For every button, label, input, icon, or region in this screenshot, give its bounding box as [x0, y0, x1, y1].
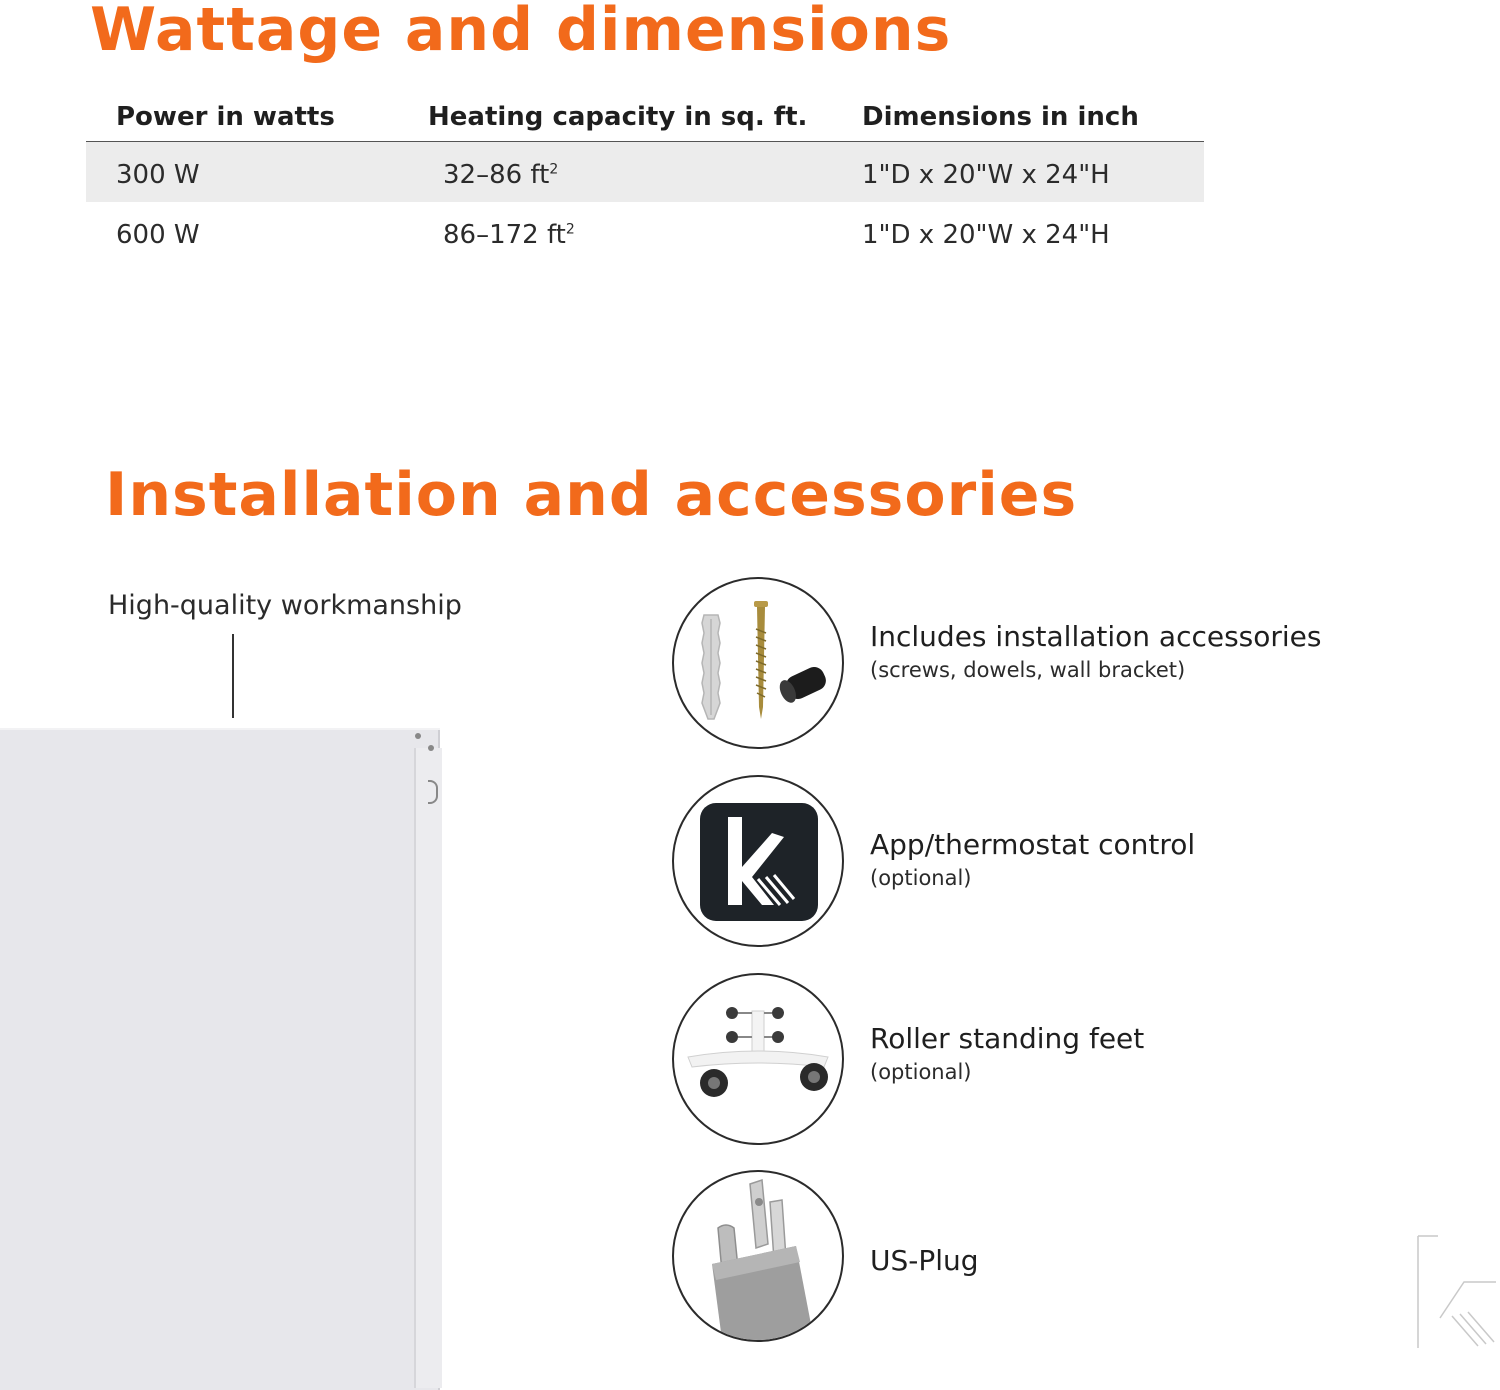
capacity-exponent: 2	[565, 221, 575, 238]
accessory-subtitle: (optional)	[870, 1060, 972, 1084]
section-title-wattage: Wattage and dimensions	[90, 0, 952, 65]
accessory-subtitle: (screws, dowels, wall bracket)	[870, 658, 1186, 682]
panel-screw	[415, 733, 421, 739]
header-power: Power in watts	[116, 102, 335, 132]
panel-screw	[428, 745, 434, 751]
table-row	[86, 202, 1204, 262]
accessory-subtitle: (optional)	[870, 866, 972, 890]
accessory-title: App/thermostat control	[870, 828, 1196, 861]
cell-dimensions: 1"D x 20"W x 24"H	[862, 220, 1110, 250]
cell-power: 300 W	[116, 160, 200, 190]
capacity-exponent: 2	[549, 161, 559, 178]
capacity-value: 86–172 ft	[443, 220, 566, 250]
workmanship-callout: High-quality workmanship	[108, 590, 462, 621]
brand-logo-icon	[1414, 1232, 1500, 1352]
header-dimensions: Dimensions in inch	[862, 102, 1139, 132]
panel-hook	[428, 780, 438, 804]
capacity-value: 32–86 ft	[443, 160, 550, 190]
accessory-title: US-Plug	[870, 1244, 979, 1277]
screws-dowels-icon	[672, 577, 844, 749]
spec-table-header	[86, 92, 1204, 142]
accessory-title: Includes installation accessories	[870, 620, 1322, 653]
header-capacity: Heating capacity in sq. ft.	[428, 102, 808, 132]
section-title-installation: Installation and accessories	[105, 460, 1078, 530]
roller-feet-icon	[672, 973, 844, 1145]
callout-line	[232, 634, 234, 718]
table-row	[86, 142, 1204, 202]
accessory-title: Roller standing feet	[870, 1022, 1145, 1055]
heater-panel-image	[0, 728, 440, 1390]
heater-panel-edge	[414, 748, 442, 1388]
spec-table	[86, 92, 1204, 262]
cell-dimensions: 1"D x 20"W x 24"H	[862, 160, 1110, 190]
app-logo-icon	[672, 775, 844, 947]
cell-capacity	[443, 220, 575, 250]
cell-power: 600 W	[116, 220, 200, 250]
us-plug-icon	[672, 1170, 844, 1342]
cell-capacity	[443, 160, 558, 190]
